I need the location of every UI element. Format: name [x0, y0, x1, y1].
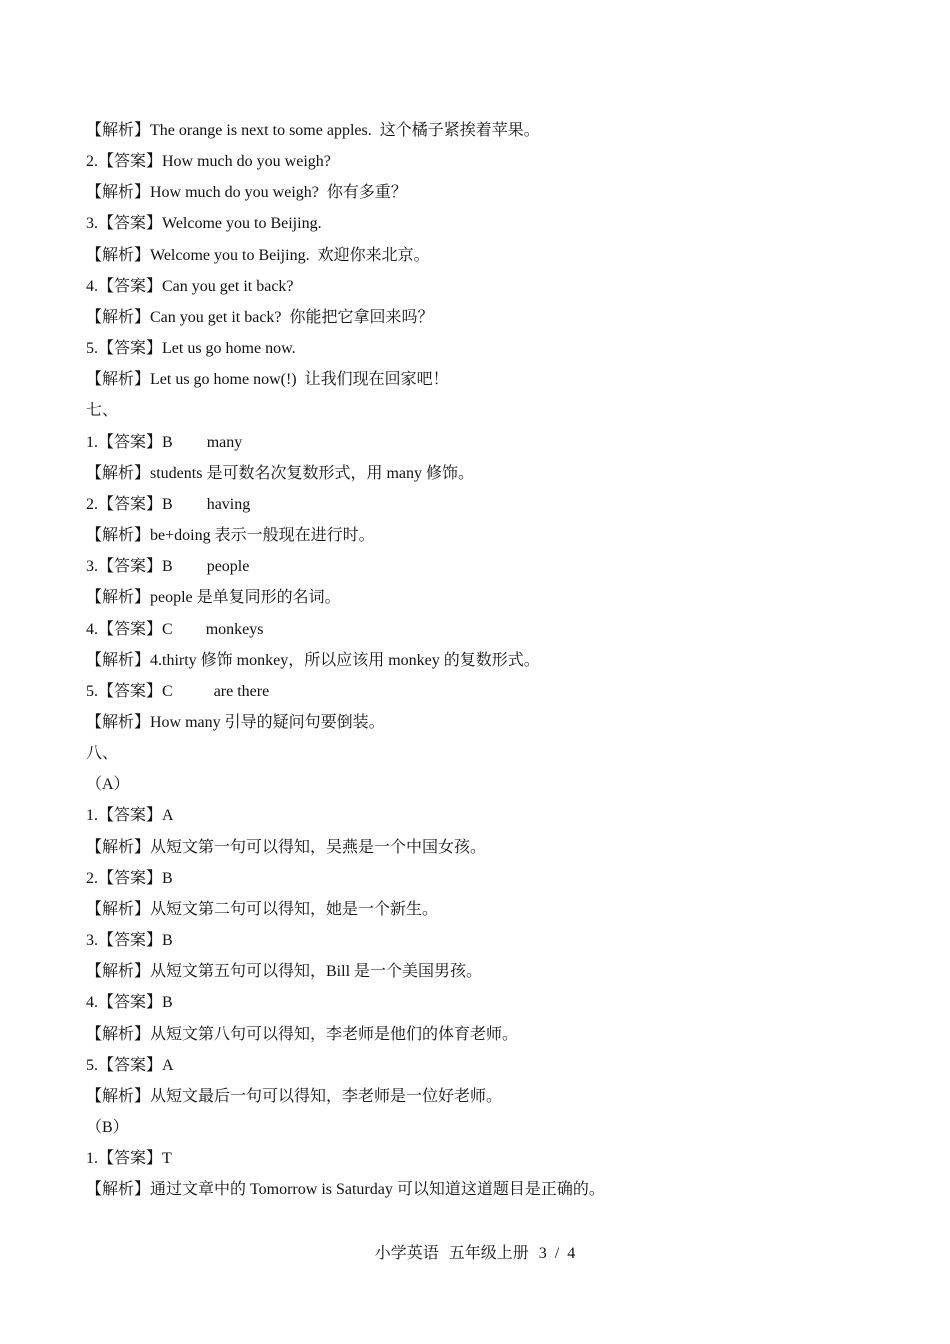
- text-line: 5.【答案】C are there: [86, 682, 270, 700]
- text-line: 【解析】从短文第二句可以得知，她是一个新生。: [86, 900, 439, 918]
- page-total: 4: [567, 1245, 576, 1262]
- text-line: 【解析】How much do you weigh? 你有多重？: [86, 184, 407, 202]
- text-line: 【解析】4.thirty 修饰 monkey，所以应该用 monkey 的复数形式。: [86, 651, 540, 669]
- answer-word: are there: [213, 682, 270, 700]
- text-line: 2.【答案】How much do you weigh?: [86, 153, 331, 171]
- answer-content: [86, 115, 876, 1205]
- text-line: 【解析】从短文第五句可以得知，Bill 是一个美国男孩。: [86, 963, 483, 981]
- text-line: 【解析】The orange is next to some apples. 这个橘子紧挨着苹果。: [86, 122, 540, 139]
- text-line: 【解析】从短文第一句可以得知，吴燕是一个中国女孩。: [86, 838, 487, 856]
- text-line: 4.【答案】B: [86, 994, 173, 1012]
- subsection-heading: （A）: [86, 776, 130, 794]
- answer-word: many: [206, 433, 243, 451]
- page-number: 3: [538, 1245, 547, 1262]
- answer-word: monkeys: [205, 620, 264, 638]
- text-line: 3.【答案】B: [86, 932, 173, 950]
- text-line: 2.【答案】B: [86, 869, 173, 887]
- text-line: 1.【答案】A: [86, 807, 174, 825]
- text-line: 3.【答案】B people: [86, 558, 250, 576]
- text-line: 3.【答案】Welcome you to Beijing.: [86, 215, 322, 233]
- text-line: 4.【答案】Can you get it back?: [86, 277, 294, 295]
- subsection-heading: （B）: [86, 1119, 129, 1136]
- text-line: 【解析】从短文最后一句可以得知，李老师是一位好老师。: [86, 1087, 503, 1105]
- text-line: 【解析】Let us go home now(!) 让我们现在回家吧！: [86, 371, 449, 389]
- footer-subject: 小学英语: [374, 1245, 439, 1262]
- answer-word: having: [206, 495, 251, 513]
- text-line: 4.【答案】C monkeys: [86, 620, 264, 638]
- answer-word: people: [206, 558, 250, 576]
- text-line: 1.【答案】B many: [86, 433, 243, 451]
- text-line: 2.【答案】B having: [86, 495, 251, 513]
- page-footer: [0, 1240, 950, 1268]
- text-line: 【解析】How many 引导的疑问句要倒装。: [86, 713, 385, 731]
- text-line: 【解析】Welcome you to Beijing. 欢迎你来北京。: [86, 246, 430, 264]
- text-line: 【解析】students 是可数名次复数形式，用 many 修饰。: [86, 464, 474, 482]
- text-line: 【解析】从短文第八句可以得知，李老师是他们的体育老师。: [86, 1025, 519, 1043]
- text-line: 5.【答案】A: [86, 1056, 174, 1074]
- text-line: 【解析】be+doing 表示一般现在进行时。: [86, 527, 375, 545]
- page-separator: /: [554, 1245, 560, 1262]
- text-line: 【解析】Can you get it back? 你能把它拿回来吗？: [86, 308, 434, 326]
- text-line: 【解析】people 是单复同形的名词。: [86, 589, 341, 607]
- text-line: 1.【答案】T: [86, 1150, 172, 1168]
- text-line: 【解析】通过文章中的 Tomorrow is Saturday 可以知道这道题目是正确的。: [86, 1181, 605, 1199]
- section-heading: 八、: [86, 745, 119, 763]
- footer-grade: 五年级上册: [448, 1245, 529, 1262]
- text-line: 5.【答案】Let us go home now.: [86, 340, 296, 358]
- section-heading: 七、: [86, 402, 119, 420]
